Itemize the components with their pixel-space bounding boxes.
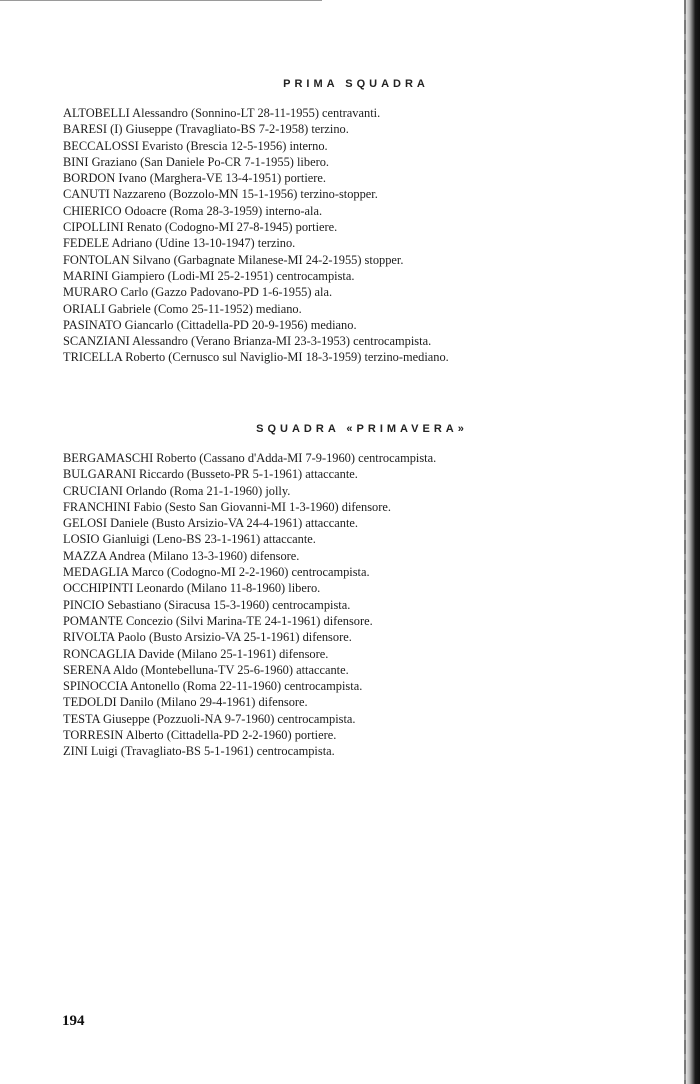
player-entry: BECCALOSSI Evaristo (Brescia 12-5-1956) interno. — [63, 138, 328, 153]
player-entry: CHIERICO Odoacre (Roma 28-3-1959) interno-ala. — [63, 203, 323, 218]
section-heading-prima-squadra: PRIMA SQUADRA — [283, 78, 429, 91]
player-entry: FONTOLAN Silvano (Garbagnate Milanese-MI 24-2-1955) stopper. — [63, 252, 404, 267]
player-entry: TEDOLDI Danilo (Milano 29-4-1961) difensore. — [63, 695, 308, 710]
section-heading-primavera: SQUADRA «PRIMAVERA» — [256, 423, 468, 436]
player-entry: TRICELLA Roberto (Cernusco sul Naviglio-MI 18-3-1959) terzino-mediano. — [63, 350, 449, 365]
player-entry: FEDELE Adriano (Udine 13-10-1947) terzino. — [63, 236, 296, 251]
player-entry: BULGARANI Riccardo (Busseto-PR 5-1-1961) attaccante. — [63, 467, 358, 482]
player-entry: MEDAGLIA Marco (Codogno-MI 2-2-1960) centrocampista. — [63, 565, 370, 580]
roster-list-prima-squadra — [63, 105, 449, 366]
player-entry: MARINI Giampiero (Lodi-MI 25-2-1951) centrocampista. — [63, 268, 355, 283]
player-entry: BORDON Ivano (Marghera-VE 13-4-1951) portiere. — [63, 171, 326, 186]
player-entry: BERGAMASCHI Roberto (Cassano d'Adda-MI 7-9-1960) centrocampista. — [63, 451, 437, 465]
player-entry: TESTA Giuseppe (Pozzuoli-NA 9-7-1960) centrocampista. — [63, 711, 356, 726]
player-entry: LOSIO Gianluigi (Leno-BS 23-1-1961) attaccante. — [63, 532, 316, 547]
player-entry: BARESI (I) Giuseppe (Travagliato-BS 7-2-1958) terzino. — [63, 122, 349, 137]
player-entry: RIVOLTA Paolo (Busto Arsizio-VA 25-1-1961) difensore. — [63, 630, 352, 645]
player-entry: SPINOCCIA Antonello (Roma 22-11-1960) centrocampista. — [63, 679, 363, 694]
player-entry: CIPOLLINI Renato (Codogno-MI 27-8-1945) portiere. — [63, 220, 338, 235]
player-entry: CANUTI Nazzareno (Bozzolo-MN 15-1-1956) terzino-stopper. — [63, 187, 378, 202]
player-entry: SERENA Aldo (Montebelluna-TV 25-6-1960) attaccante. — [63, 662, 349, 677]
player-entry: MURARO Carlo (Gazzo Padovano-PD 1-6-1955) ala. — [63, 285, 333, 300]
player-entry: CRUCIANI Orlando (Roma 21-1-1960) jolly. — [63, 483, 291, 498]
player-entry: GELOSI Daniele (Busto Arsizio-VA 24-4-1961) attaccante. — [63, 516, 359, 531]
player-entry: ALTOBELLI Alessandro (Sonnino-LT 28-11-1955) centravanti. — [63, 106, 381, 120]
player-entry: TORRESIN Alberto (Cittadella-PD 2-2-1960) portiere. — [63, 728, 337, 743]
player-entry: FRANCHINI Fabio (Sesto San Giovanni-MI 1-3-1960) difensore. — [63, 499, 391, 514]
roster-list-primavera — [63, 450, 436, 760]
player-entry: ZINI Luigi (Travagliato-BS 5-1-1961) centrocampista. — [63, 744, 335, 759]
player-entry: MAZZA Andrea (Milano 13-3-1960) difensore. — [63, 548, 300, 563]
player-entry: POMANTE Concezio (Silvi Marina-TE 24-1-1961) difensore. — [63, 613, 373, 628]
player-entry: PASINATO Giancarlo (Cittadella-PD 20-9-1956) mediano. — [63, 317, 357, 332]
player-entry: PINCIO Sebastiano (Siracusa 15-3-1960) centrocampista. — [63, 597, 351, 612]
book-spine-shadow — [684, 0, 700, 1084]
player-entry: BINI Graziano (San Daniele Po-CR 7-1-1955) libero. — [63, 154, 329, 169]
player-entry: RONCAGLIA Davide (Milano 25-1-1961) difensore. — [63, 646, 329, 661]
book-spine-edge — [684, 0, 686, 1084]
page-number: 194 — [62, 1013, 85, 1029]
player-entry: SCANZIANI Alessandro (Verano Brianza-MI 23-3-1953) centrocampista. — [63, 334, 432, 349]
player-entry: ORIALI Gabriele (Como 25-11-1952) mediano. — [63, 301, 302, 316]
top-rule — [0, 0, 322, 1]
player-entry: OCCHIPINTI Leonardo (Milano 11-8-1960) libero. — [63, 581, 321, 596]
